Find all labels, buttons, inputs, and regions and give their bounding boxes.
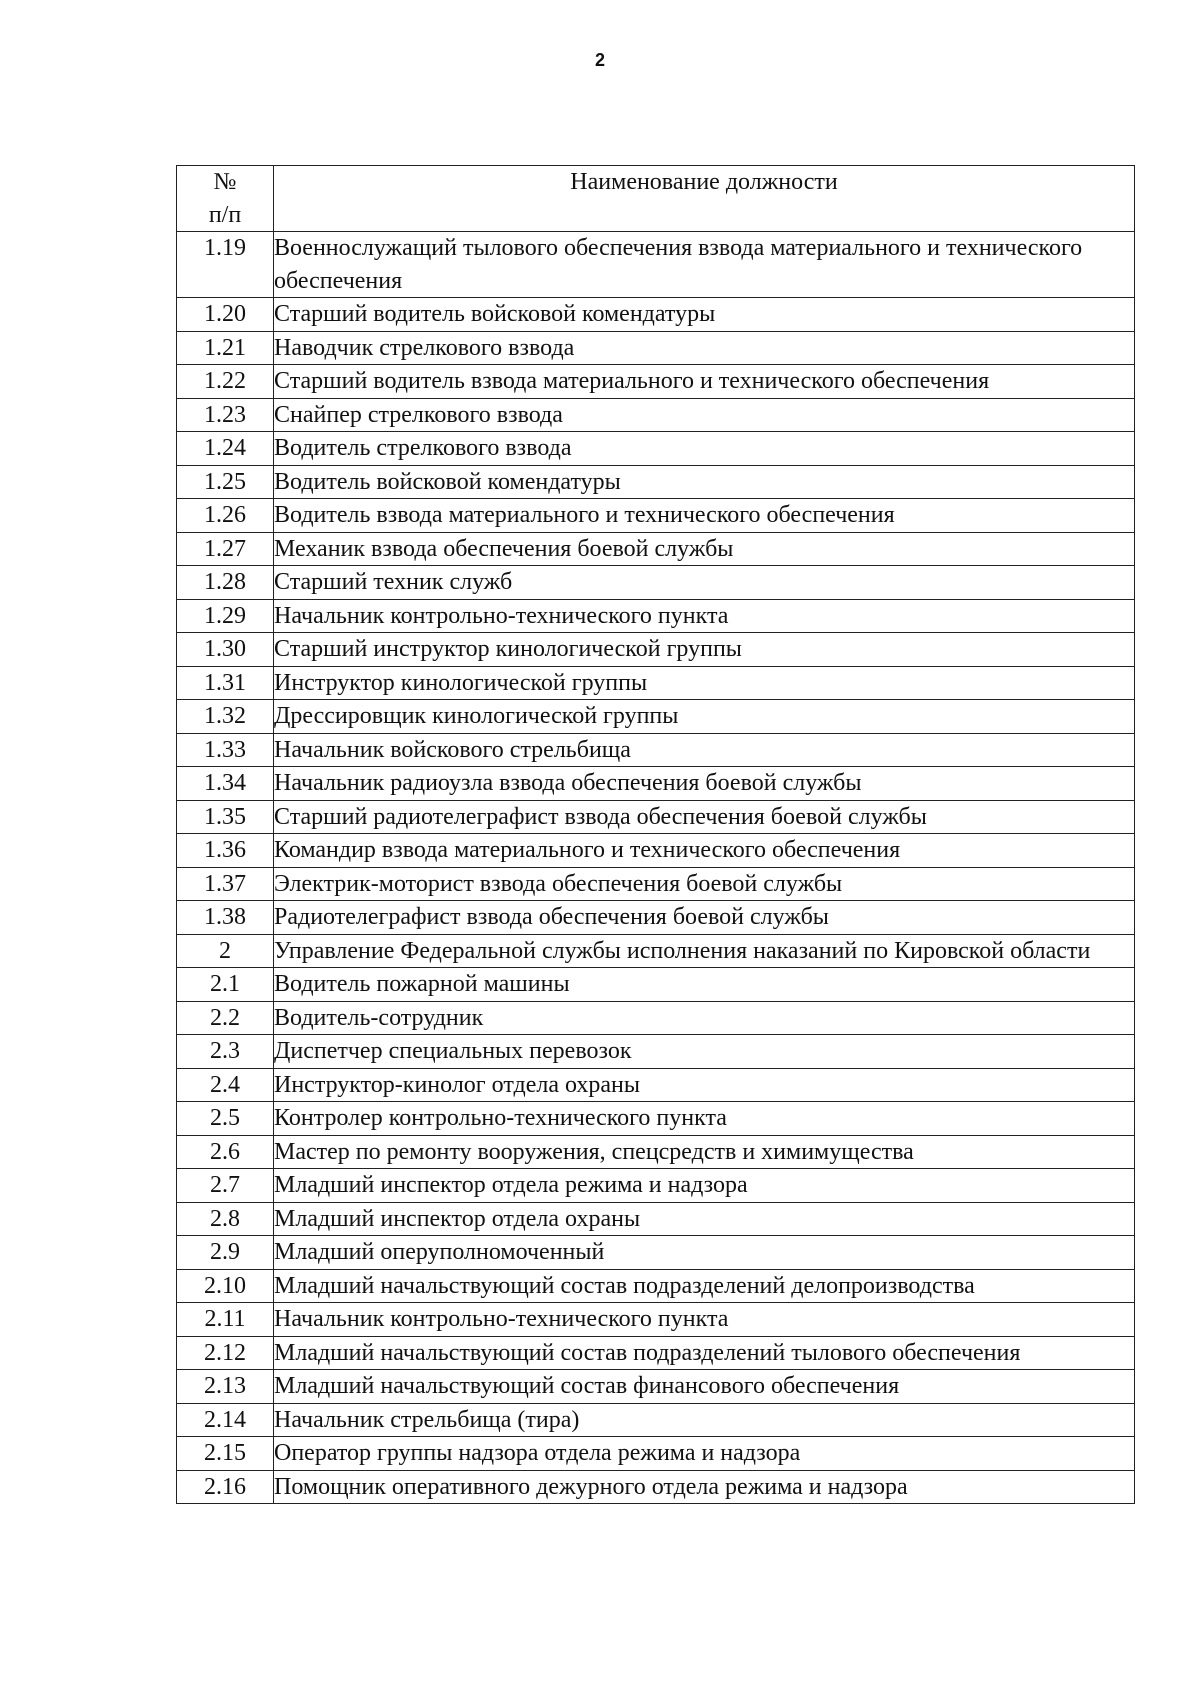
table-row bbox=[177, 1001, 1135, 1035]
table-row bbox=[177, 599, 1135, 633]
row-number: 2.14 bbox=[177, 1403, 274, 1437]
row-position-name: Младший начальствующий состав подразделений делопроизводства bbox=[274, 1269, 1135, 1303]
row-number: 2.11 bbox=[177, 1303, 274, 1337]
table-row bbox=[177, 1236, 1135, 1270]
row-number: 1.35 bbox=[177, 800, 274, 834]
row-position-name: Младший инспектор отдела режима и надзора bbox=[274, 1169, 1135, 1203]
table-row bbox=[177, 432, 1135, 466]
table-row bbox=[177, 1269, 1135, 1303]
row-number: 2.8 bbox=[177, 1202, 274, 1236]
table-row bbox=[177, 1169, 1135, 1203]
row-position-name: Старший радиотелеграфист взвода обеспечения боевой службы bbox=[274, 800, 1135, 834]
row-position-name: Командир взвода материального и технического обеспечения bbox=[274, 834, 1135, 868]
table-row bbox=[177, 901, 1135, 935]
table-row bbox=[177, 867, 1135, 901]
table-row bbox=[177, 700, 1135, 734]
row-position-name: Инструктор-кинолог отдела охраны bbox=[274, 1068, 1135, 1102]
row-number: 2.3 bbox=[177, 1035, 274, 1069]
table-row bbox=[177, 767, 1135, 801]
row-position-name: Водитель стрелкового взвода bbox=[274, 432, 1135, 466]
row-position-name: Радиотелеграфист взвода обеспечения боевой службы bbox=[274, 901, 1135, 935]
row-number: 1.31 bbox=[177, 666, 274, 700]
row-position-name: Начальник контрольно-технического пункта bbox=[274, 599, 1135, 633]
table-row bbox=[177, 566, 1135, 600]
row-position-name: Помощник оперативного дежурного отдела режима и надзора bbox=[274, 1470, 1135, 1504]
row-number: 1.24 bbox=[177, 432, 274, 466]
table-row bbox=[177, 733, 1135, 767]
row-number: 1.19 bbox=[177, 232, 274, 298]
row-position-name: Старший инструктор кинологической группы bbox=[274, 633, 1135, 667]
row-number: 2.9 bbox=[177, 1236, 274, 1270]
row-position-name: Начальник войскового стрельбища bbox=[274, 733, 1135, 767]
row-number: 2.2 bbox=[177, 1001, 274, 1035]
row-number: 1.36 bbox=[177, 834, 274, 868]
row-position-name: Водитель взвода материального и технического обеспечения bbox=[274, 499, 1135, 533]
row-position-name: Младший оперуполномоченный bbox=[274, 1236, 1135, 1270]
row-position-name: Механик взвода обеспечения боевой службы bbox=[274, 532, 1135, 566]
row-position-name: Водитель войсковой комендатуры bbox=[274, 465, 1135, 499]
row-position-name: Старший водитель войсковой комендатуры bbox=[274, 298, 1135, 332]
row-position-name: Младший инспектор отдела охраны bbox=[274, 1202, 1135, 1236]
row-number: 1.38 bbox=[177, 901, 274, 935]
row-number: 1.26 bbox=[177, 499, 274, 533]
table-row bbox=[177, 1135, 1135, 1169]
row-position-name: Водитель-сотрудник bbox=[274, 1001, 1135, 1035]
table-row bbox=[177, 398, 1135, 432]
row-number: 2.6 bbox=[177, 1135, 274, 1169]
row-position-name: Контролер контрольно-технического пункта bbox=[274, 1102, 1135, 1136]
row-number: 1.21 bbox=[177, 331, 274, 365]
row-number: 2 bbox=[177, 934, 274, 968]
table-row bbox=[177, 298, 1135, 332]
row-number: 1.22 bbox=[177, 365, 274, 399]
table-body bbox=[177, 232, 1135, 1504]
row-position-name: Военнослужащий тылового обеспечения взвода материального и технического обеспечения bbox=[274, 232, 1135, 298]
row-number: 1.34 bbox=[177, 767, 274, 801]
page-number: 2 bbox=[594, 50, 605, 70]
row-position-name: Начальник радиоузла взвода обеспечения боевой службы bbox=[274, 767, 1135, 801]
row-position-name: Водитель пожарной машины bbox=[274, 968, 1135, 1002]
table-row bbox=[177, 1336, 1135, 1370]
row-position-name: Электрик-моторист взвода обеспечения боевой службы bbox=[274, 867, 1135, 901]
row-position-name: Дрессировщик кинологической группы bbox=[274, 700, 1135, 734]
row-position-name: Оператор группы надзора отдела режима и надзора bbox=[274, 1437, 1135, 1471]
table-row bbox=[177, 666, 1135, 700]
table-row bbox=[177, 232, 1135, 298]
row-position-name: Диспетчер специальных перевозок bbox=[274, 1035, 1135, 1069]
positions-table bbox=[176, 165, 1135, 1504]
table-row bbox=[177, 331, 1135, 365]
table-row bbox=[177, 532, 1135, 566]
row-number: 2.7 bbox=[177, 1169, 274, 1203]
table-row bbox=[177, 800, 1135, 834]
table-row bbox=[177, 633, 1135, 667]
table-row bbox=[177, 1370, 1135, 1404]
table-row bbox=[177, 834, 1135, 868]
row-number: 1.23 bbox=[177, 398, 274, 432]
row-number: 1.20 bbox=[177, 298, 274, 332]
row-number: 2.5 bbox=[177, 1102, 274, 1136]
table-row bbox=[177, 1437, 1135, 1471]
row-number: 2.15 bbox=[177, 1437, 274, 1471]
row-number: 2.10 bbox=[177, 1269, 274, 1303]
row-position-name: Начальник стрельбища (тира) bbox=[274, 1403, 1135, 1437]
table-row bbox=[177, 465, 1135, 499]
row-position-name: Младший начальствующий состав финансового обеспечения bbox=[274, 1370, 1135, 1404]
table-row bbox=[177, 1470, 1135, 1504]
row-position-name: Младший начальствующий состав подразделений тылового обеспечения bbox=[274, 1336, 1135, 1370]
row-number: 2.13 bbox=[177, 1370, 274, 1404]
row-position-name: Наводчик стрелкового взвода bbox=[274, 331, 1135, 365]
table-row bbox=[177, 365, 1135, 399]
table-row bbox=[177, 1035, 1135, 1069]
header-position-name: Наименование должности bbox=[274, 166, 1135, 232]
table-row bbox=[177, 1068, 1135, 1102]
table-row bbox=[177, 968, 1135, 1002]
row-position-name: Снайпер стрелкового взвода bbox=[274, 398, 1135, 432]
row-position-name: Мастер по ремонту вооружения, спецсредств и химимущества bbox=[274, 1135, 1135, 1169]
row-number: 1.29 bbox=[177, 599, 274, 633]
row-number: 2.12 bbox=[177, 1336, 274, 1370]
table-row bbox=[177, 1102, 1135, 1136]
row-number: 1.37 bbox=[177, 867, 274, 901]
row-number: 2.1 bbox=[177, 968, 274, 1002]
row-position-name: Старший водитель взвода материального и технического обеспечения bbox=[274, 365, 1135, 399]
table-row bbox=[177, 499, 1135, 533]
row-position-name: Управление Федеральной службы исполнения наказаний по Кировской области bbox=[274, 934, 1135, 968]
row-number: 1.28 bbox=[177, 566, 274, 600]
header-number: № п/п bbox=[177, 166, 274, 232]
row-number: 1.30 bbox=[177, 633, 274, 667]
row-position-name: Старший техник служб bbox=[274, 566, 1135, 600]
table-row bbox=[177, 934, 1135, 968]
table-row bbox=[177, 1202, 1135, 1236]
row-number: 2.4 bbox=[177, 1068, 274, 1102]
row-position-name: Начальник контрольно-технического пункта bbox=[274, 1303, 1135, 1337]
row-number: 2.16 bbox=[177, 1470, 274, 1504]
table-row bbox=[177, 1303, 1135, 1337]
table-header-row bbox=[177, 166, 1135, 232]
row-number: 1.33 bbox=[177, 733, 274, 767]
table-row bbox=[177, 1403, 1135, 1437]
row-number: 1.25 bbox=[177, 465, 274, 499]
row-position-name: Инструктор кинологической группы bbox=[274, 666, 1135, 700]
row-number: 1.32 bbox=[177, 700, 274, 734]
row-number: 1.27 bbox=[177, 532, 274, 566]
